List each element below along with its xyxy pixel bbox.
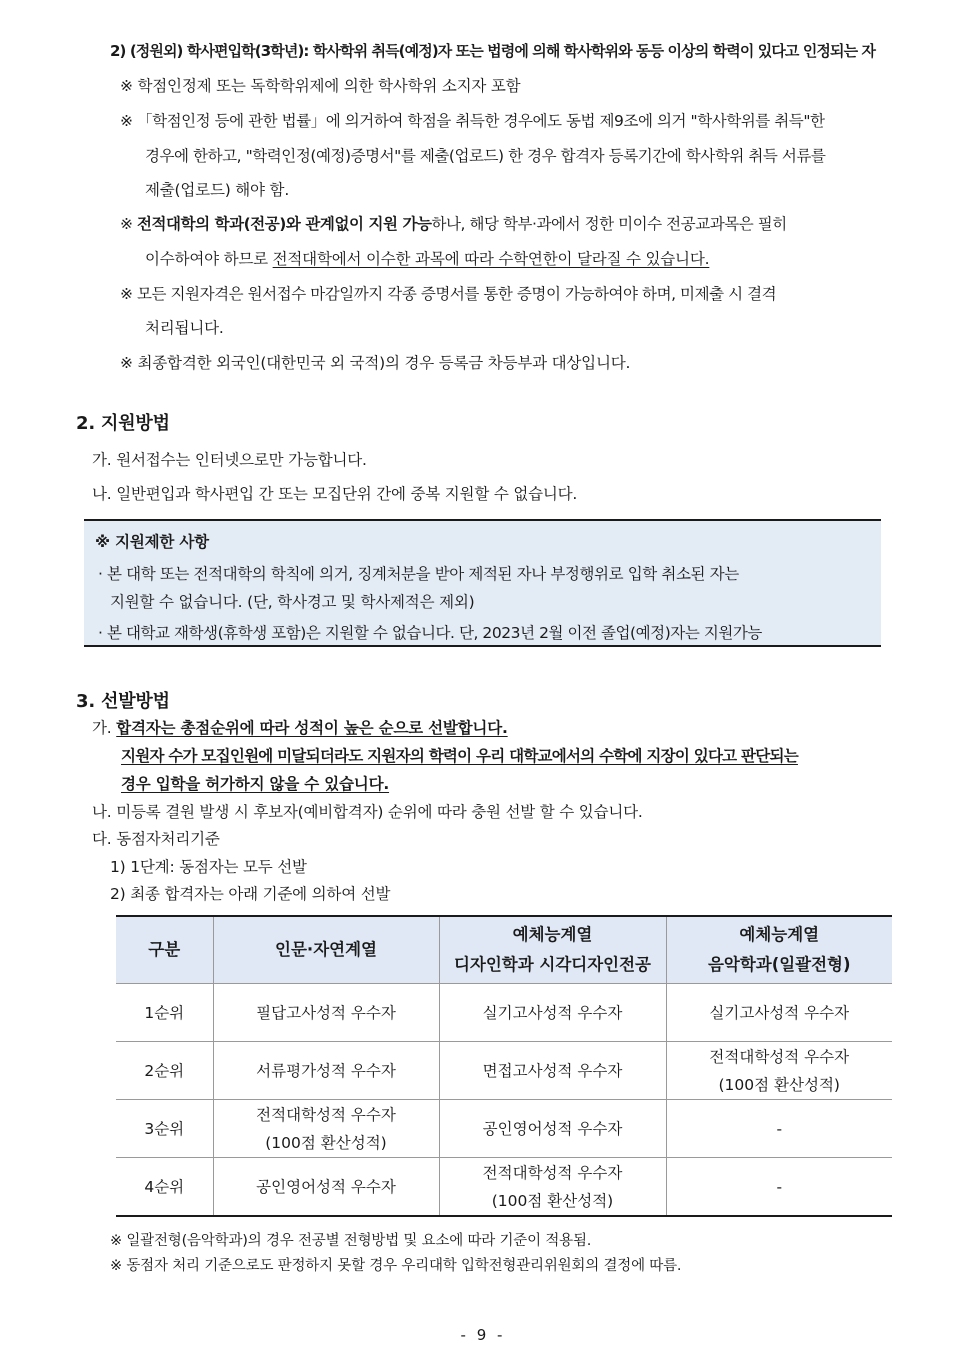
table-cell: 공인영어성적 우수자 xyxy=(213,1158,439,1217)
table-cell: 서류평가성적 우수자 xyxy=(213,1042,439,1100)
section3-sub1: 1) 1단계: 동점자는 모두 선발 xyxy=(110,858,307,876)
table-cell: 면접고사성적 우수자 xyxy=(439,1042,666,1100)
note-major-line2 xyxy=(145,247,709,269)
header-design: 예체능계열 디자인학과 시각디자인전공 xyxy=(439,916,666,984)
section3-heading: 3. 선발방법 xyxy=(76,691,170,712)
page-number: - 9 - xyxy=(460,1326,506,1344)
header-music: 예체능계열 음악학과(일괄전형) xyxy=(666,916,892,984)
section2-heading: 2. 지원방법 xyxy=(76,413,170,434)
footnote-committee: ※ 동점자 처리 기준으로도 판정하지 못할 경우 우리대학 입학전형관리위원회의 결정에 따름. xyxy=(110,1258,682,1274)
note-credit-bank: ※ 학점인정제 또는 독학학위제에 의한 학사학위 소지자 포함 xyxy=(120,77,521,95)
table-cell: 필답고사성적 우수자 xyxy=(213,984,439,1042)
section3-ga-line1 xyxy=(92,716,508,738)
table-header-row xyxy=(116,916,892,984)
table-row xyxy=(116,1100,892,1158)
section2-item-na: 나. 일반편입과 학사편입 간 또는 모집단위 간에 중복 지원할 수 없습니다. xyxy=(92,485,578,503)
table-cell: 전적대학성적 우수자 (100점 환산성적) xyxy=(439,1158,666,1217)
table-cell: 전적대학성적 우수자 (100점 환산성적) xyxy=(666,1042,892,1100)
restriction-line2: 지원할 수 없습니다. (단, 학사경고 및 학사제적은 제외) xyxy=(110,593,475,611)
table-cell: - xyxy=(666,1158,892,1217)
table-cell: - xyxy=(666,1100,892,1158)
restriction-title: ※ 지원제한 사항 xyxy=(95,533,209,551)
note-law-line3: 제출(업로드) 해야 함. xyxy=(145,181,290,199)
note-law-line2: 경우에 한하고, "학력인정(예정)증명서"를 제출(업로드) 한 경우 합격자 등록기간에 학사학위 취득 서류를 xyxy=(145,147,826,165)
footnote-music: ※ 일괄전형(음악학과)의 경우 전공별 전형방법 및 요소에 따라 기준이 적용됨. xyxy=(110,1233,592,1249)
section3-ga-line2: 지원자 수가 모집인원에 미달되더라도 지원자의 학력이 우리 대학교에서의 수학에 지장이 있다고 판단되는 xyxy=(121,747,798,765)
section3-sub2: 2) 최종 합격자는 아래 기준에 의하여 선발 xyxy=(110,885,391,903)
note-major-rest: 하나, 해당 학부·과에서 정한 미이수 전공교과목은 필히 xyxy=(431,215,787,233)
table-cell: 공인영어성적 우수자 xyxy=(439,1100,666,1158)
section2-item-ga: 가. 원서접수는 인터넷으로만 가능합니다. xyxy=(92,451,367,469)
table-row xyxy=(116,984,892,1042)
table-row xyxy=(116,1158,892,1217)
table-row xyxy=(116,1042,892,1100)
note-major-underline: 전적대학에서 이수한 과목에 따라 수학연한이 달라질 수 있습니다. xyxy=(272,250,710,268)
table-cell: 1순위 xyxy=(116,984,213,1042)
section3-ga-text: 합격자는 총점순위에 따라 성적이 높은 순으로 선발합니다. xyxy=(116,719,508,737)
table-cell: 3순위 xyxy=(116,1100,213,1158)
note-foreigner: ※ 최종합격한 외국인(대한민국 외 국적)의 경우 등록금 차등부과 대상입니다. xyxy=(120,354,631,372)
table-cell: 실기고사성적 우수자 xyxy=(439,984,666,1042)
note-major-line1 xyxy=(120,212,787,234)
note-major-bold: 전적대학의 학과(전공)와 관계없이 지원 가능 xyxy=(137,215,432,233)
table-cell: 전적대학성적 우수자 (100점 환산성적) xyxy=(213,1100,439,1158)
restriction-line3: · 본 대학교 재학생(휴학생 포함)은 지원할 수 없습니다. 단, 2023년 2월 이전 졸업(예정)자는 지원가능 xyxy=(98,624,762,642)
header-humanities-science: 인문·자연계열 xyxy=(213,916,439,984)
restriction-line1: · 본 대학 또는 전적대학의 학칙에 의거, 징계처분을 받아 제적된 자나 부정행위로 입학 취소된 자는 xyxy=(98,565,739,583)
header-category: 구분 xyxy=(116,916,213,984)
note-docs-line2: 처리됩니다. xyxy=(145,319,224,337)
note-major-plain: 이수하여야 하므로 xyxy=(145,250,273,268)
restriction-box xyxy=(84,519,881,647)
section3-ga-prefix: 가. xyxy=(92,719,117,737)
table-cell: 실기고사성적 우수자 xyxy=(666,984,892,1042)
section3-da: 다. 동점자처리기준 xyxy=(92,830,220,848)
table-cell: 2순위 xyxy=(116,1042,213,1100)
note-docs-line1: ※ 모든 지원자격은 원서접수 마감일까지 각종 증명서를 통한 증명이 가능하여야 하며, 미제출 시 결격 xyxy=(120,285,777,303)
note-law-line1: ※ 「학점인정 등에 관한 법률」에 의거하여 학점을 취득한 경우에도 동법 제9조에 의거 "학사학위를 취득"한 xyxy=(120,112,825,130)
note-mark: ※ xyxy=(120,215,138,233)
section3-na: 나. 미등록 결원 발생 시 후보자(예비합격자) 순위에 따라 충원 선발 할 수 있습니다. xyxy=(92,803,643,821)
item-title: 2) (정원외) 학사편입학(3학년): 학사학위 취득(예정)자 또는 법령에 의해 학사학위와 동등 이상의 학력이 있다고 인정되는 자 xyxy=(110,42,876,60)
table-cell: 4순위 xyxy=(116,1158,213,1217)
section3-ga-line3: 경우 입학을 허가하지 않을 수 있습니다. xyxy=(121,775,390,793)
tiebreak-table xyxy=(116,915,892,1217)
